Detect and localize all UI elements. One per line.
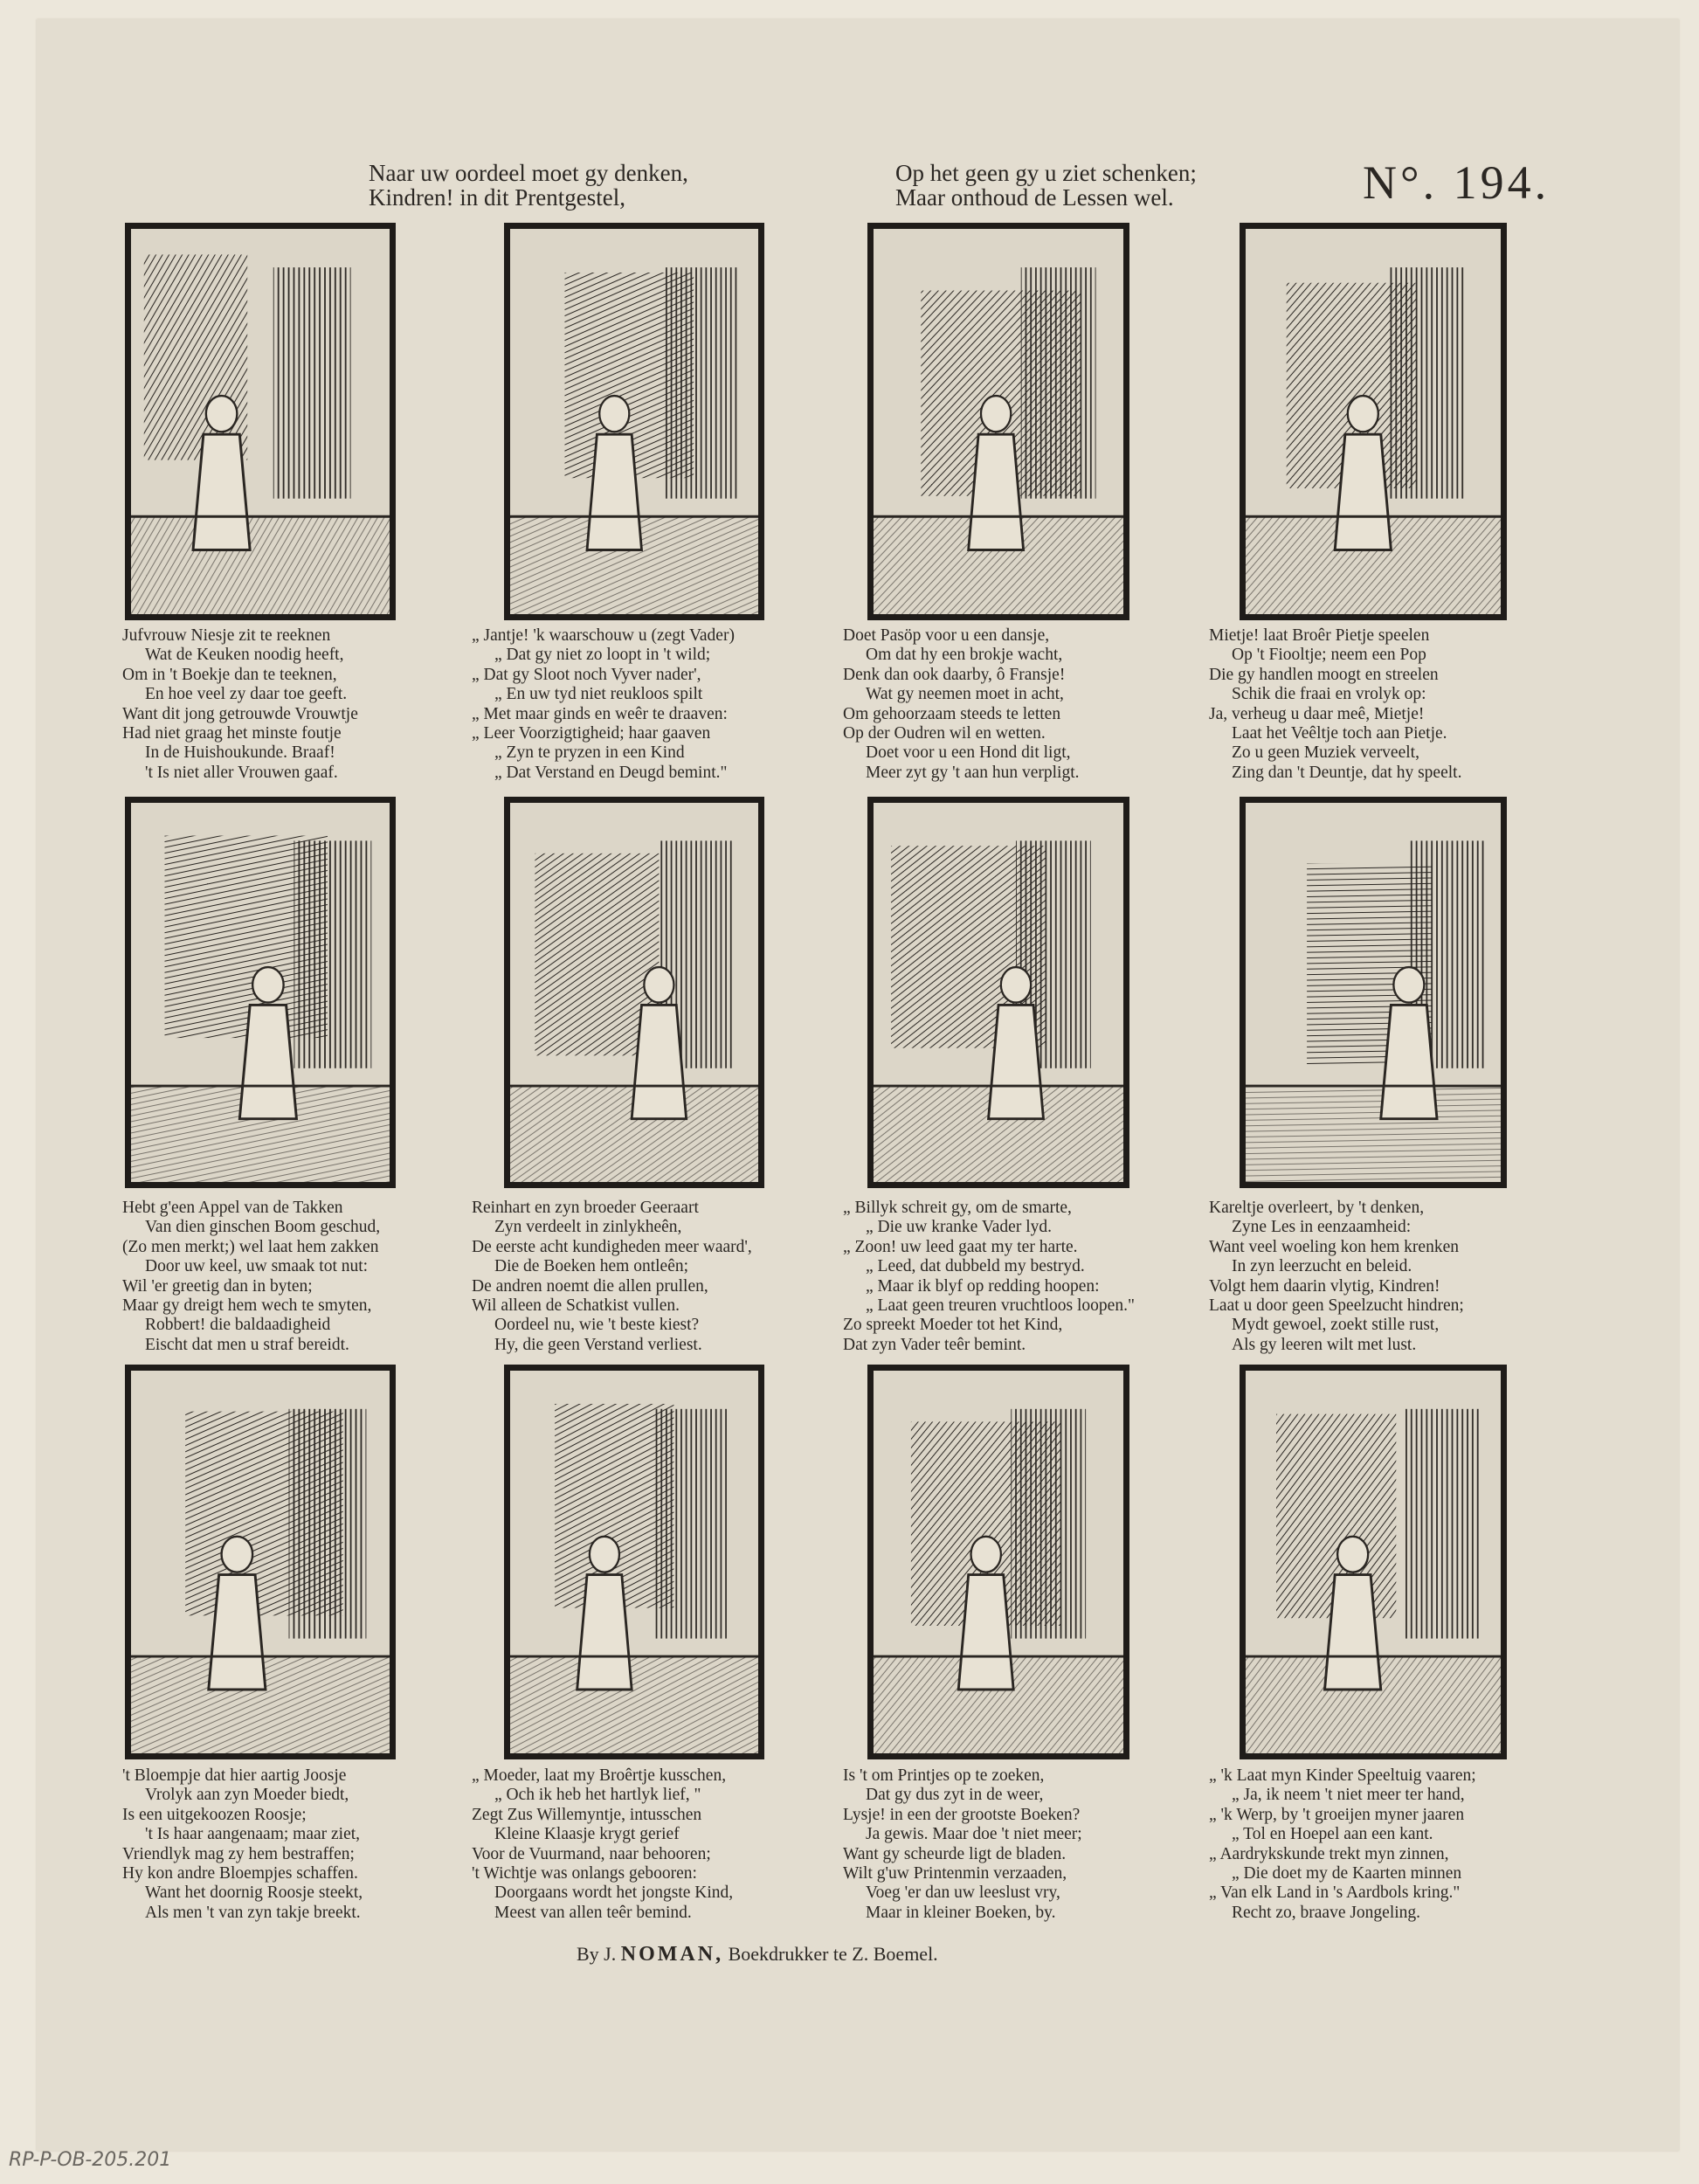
verse-line: Kleine Klaasje krygt gerief [494,1825,680,1844]
verse-line: Zyn verdeelt in zinlykheên, [494,1218,682,1237]
verse-line: (Zo men merkt;) wel laat hem zakken [122,1237,379,1256]
verse-line: „ Aardrykskunde trekt myn zinnen, [1209,1844,1449,1863]
verse-line: De andren noemt die allen prullen, [472,1276,708,1296]
verse-line: Doet voor u een Hond dit ligt, [866,743,1071,763]
verse-line: Zing dan 't Deuntje, dat hy speelt. [1232,763,1462,782]
verse-line: Is een uitgekoozen Roosje; [122,1805,307,1824]
woodcut-illustration [1240,223,1507,620]
verse-line: Meest van allen teêr bemind. [494,1903,692,1922]
verse-line: Door uw keel, uw smaak tot nut: [145,1257,369,1276]
verse-line: Doet Pasöp voor u een dansje, [843,626,1050,645]
verse-line: „ Laat geen treuren vruchtloos loopen." [866,1296,1135,1316]
verse-line: Als men 't van zyn takje breekt. [145,1903,361,1922]
verse-line: Lysje! in een der grootste Boeken? [843,1805,1081,1824]
header-line: Op het geen gy u ziet schenken; [895,160,1197,186]
verse-line: 't Bloempje dat hier aartig Joosje [122,1766,347,1785]
verse-line: Zegt Zus Willemyntje, intusschen [472,1805,702,1824]
verse-line: Denk dan ook daarby, ô Fransje! [843,665,1066,684]
verse-line: Dat gy dus zyt in de weer, [866,1786,1044,1805]
verse-line: „ Leer Voorzigtigheid; haar gaaven [472,724,711,743]
verse [1209,626,1461,783]
woodcut-illustration [867,1365,1129,1759]
verse-line: Want dit jong getrouwde Vrouwtje [122,704,358,723]
verse-line: Eischt dat men u straf bereidt. [145,1335,349,1354]
verse-line: Want veel woeling kon hem krenken [1209,1237,1459,1256]
verse-line: Dat zyn Vader teêr bemint. [843,1335,1026,1354]
verse [472,626,735,783]
verse-line: De eerste acht kundigheden meer waard', [472,1237,752,1256]
verse-line: „ Dat Verstand en Deugd bemint." [494,763,728,782]
verse-line: „ Dat gy niet zo loopt in 't wild; [494,646,711,665]
verse [122,626,358,783]
verse-line: Hy kon andre Bloempjes schaffen. [122,1864,358,1883]
verse [122,1766,363,1923]
verse-line: Reinhart en zyn broeder Geeraart [472,1199,699,1217]
verse-line: „ Ja, ik neem 't niet meer ter hand, [1232,1786,1465,1805]
verse-line: Laat het Veêltje toch aan Pietje. [1232,724,1447,743]
sheet-number: N°. 194. [1363,156,1551,209]
verse-line: Volgt hem daarin vlytig, Kindren! [1209,1276,1440,1296]
verse-line: Wat de Keuken noodig heeft, [145,646,344,665]
verse-line: Om in 't Boekje dan te teeknen, [122,665,337,684]
header-line: Maar onthoud de Lessen wel. [895,184,1174,211]
verse-line: Op 't Fiooltje; neem een Pop [1232,646,1426,665]
header-line: Kindren! in dit Prentgestel, [369,184,625,211]
verse-line: Doorgaans wordt het jongste Kind, [494,1883,734,1903]
verse-line: Zo u geen Muziek verveelt, [1232,743,1419,763]
verse-line: Robbert! die baldaadigheid [145,1316,331,1335]
woodcut-illustration [125,223,396,620]
woodcut-illustration [504,1365,764,1759]
woodcut-illustration [1240,797,1507,1188]
verse-line: Die de Boeken hem ontleên; [494,1257,689,1276]
verse-line: In de Huishoukunde. Braaf! [145,743,335,763]
woodcut-illustration [504,797,764,1188]
verse-line: Kareltje overleert, by 't denken, [1209,1199,1425,1217]
verse-line: Maar in kleiner Boeken, by. [866,1903,1056,1922]
verse [1209,1766,1476,1923]
verse-line: Om dat hy een brokje wacht, [866,646,1063,665]
verse-line: „ En uw tyd niet reukloos spilt [494,685,703,704]
verse-line: „ Tol en Hoepel aan een kant. [1232,1825,1433,1844]
verse-line: 't Is haar aangenaam; maar ziet, [145,1825,361,1844]
verse-line: Voeg 'er dan uw leeslust vry, [866,1883,1060,1903]
verse-line: Wilt g'uw Printenmin verzaaden, [843,1864,1067,1883]
verse-line: Zo spreekt Moeder tot het Kind, [843,1316,1063,1335]
verse-line: Want gy scheurde ligt de bladen. [843,1844,1067,1863]
verse-line: „ Jantje! 'k waarschouw u (zegt Vader) [472,626,735,645]
printer-imprint [577,1943,938,1966]
verse-line: Jufvrouw Niesje zit te reeknen [122,626,331,645]
verse-line: 't Is niet aller Vrouwen gaaf. [145,763,338,782]
imprint-by: By J. [577,1943,617,1965]
woodcut-illustration [1240,1365,1507,1759]
woodcut-illustration [125,1365,396,1759]
verse-line: Van dien ginschen Boom geschud, [145,1218,381,1237]
verse-line: 't Wichtje was onlangs gebooren: [472,1864,697,1883]
verse-line: Wil 'er greetig dan in byten; [122,1276,313,1296]
verse-line: „ Och ik heb het hartlyk lief, " [494,1786,701,1805]
header-line: Naar uw oordeel moet gy denken, [369,160,688,186]
verse-line: Maar gy dreigt hem wech te smyten, [122,1296,372,1316]
verse-line: Want het doornig Roosje steekt, [145,1883,363,1903]
verse-line: „ Die doet my de Kaarten minnen [1232,1864,1462,1883]
imprint-printer: NOMAN, [620,1943,724,1966]
verse-line: Vriendlyk mag zy hem bestraffen; [122,1844,355,1863]
verse-line: „ Met maar ginds en weêr te draaven: [472,704,728,723]
verse-line: Hebt g'een Appel van de Takken [122,1199,343,1217]
verse-line: Ja, verheug u daar meê, Mietje! [1209,704,1425,723]
verse-line: Wat gy neemen moet in acht, [866,685,1064,704]
verse-line: Mietje! laat Broêr Pietje speelen [1209,626,1430,645]
verse-line: „ 'k Werp, by 't groeijen myner jaaren [1209,1805,1465,1824]
verse-line: En hoe veel zy daar toe geeft. [145,685,348,704]
verse [843,626,1079,783]
verse-line: „ Maar ik blyf op redding hoopen: [866,1276,1100,1296]
verse-line: Had niet graag het minste foutje [122,724,342,743]
verse-line: Mydt gewoel, zoekt stille rust, [1232,1316,1440,1335]
header-verse-right [895,161,1197,210]
verse-line: „ Leed, dat dubbeld my bestryd. [866,1257,1085,1276]
verse-line: „ Zyn te pryzen in een Kind [494,743,685,763]
verse-line: „ Van elk Land in 's Aardbols kring." [1209,1883,1461,1903]
verse-line: Vrolyk aan zyn Moeder biedt, [145,1786,349,1805]
verse [843,1199,1135,1355]
imprint-place: Boekdrukker te Z. Boemel. [728,1943,938,1965]
header-verse-left [369,161,688,210]
woodcut-illustration [125,797,396,1188]
verse-line: Op der Oudren wil en wetten. [843,724,1046,743]
verse-line: „ Dat gy Sloot noch Vyver nader', [472,665,701,684]
verse [122,1199,380,1355]
verse-line: Voor de Vuurmand, naar behooren; [472,1844,711,1863]
verse-line: Meer zyt gy 't aan hun verpligt. [866,763,1080,782]
verse-line: Als gy leeren wilt met lust. [1232,1335,1417,1354]
verse-line: Die gy handlen moogt en streelen [1209,665,1439,684]
verse-line: Laat u door geen Speelzucht hindren; [1209,1296,1464,1316]
verse-line: Is 't om Printjes op te zoeken, [843,1766,1045,1785]
verse [472,1766,733,1923]
verse-line: „ Billyk schreit gy, om de smarte, [843,1199,1072,1217]
woodcut-illustration [504,223,764,620]
verse-line: Ja gewis. Maar doe 't niet meer; [866,1825,1082,1844]
verse-line: Oordeel nu, wie 't beste kiest? [494,1316,700,1335]
verse [843,1766,1082,1923]
verse-line: Zyne Les in eenzaamheid: [1232,1218,1412,1237]
verse-line: Hy, die geen Verstand verliest. [494,1335,702,1354]
verse-line: „ 'k Laat myn Kinder Speeltuig vaaren; [1209,1766,1476,1785]
verse-line: „ Die uw kranke Vader lyd. [866,1218,1052,1237]
inventory-number: RP-P-OB-205.201 [9,2149,172,2171]
verse-line: Recht zo, braave Jongeling. [1232,1903,1421,1922]
woodcut-illustration [867,797,1129,1188]
verse-line: Wil alleen de Schatkist vullen. [472,1296,680,1316]
verse-line: „ Zoon! uw leed gaat my ter harte. [843,1237,1078,1256]
verse-line: Schik die fraai en vrolyk op: [1232,685,1426,704]
verse-line: „ Moeder, laat my Broêrtje kusschen, [472,1766,727,1785]
verse-line: In zyn leerzucht en beleid. [1232,1257,1412,1276]
verse [472,1199,752,1355]
verse-line: Om gehoorzaam steeds te letten [843,704,1061,723]
verse [1209,1199,1464,1355]
woodcut-illustration [867,223,1129,620]
